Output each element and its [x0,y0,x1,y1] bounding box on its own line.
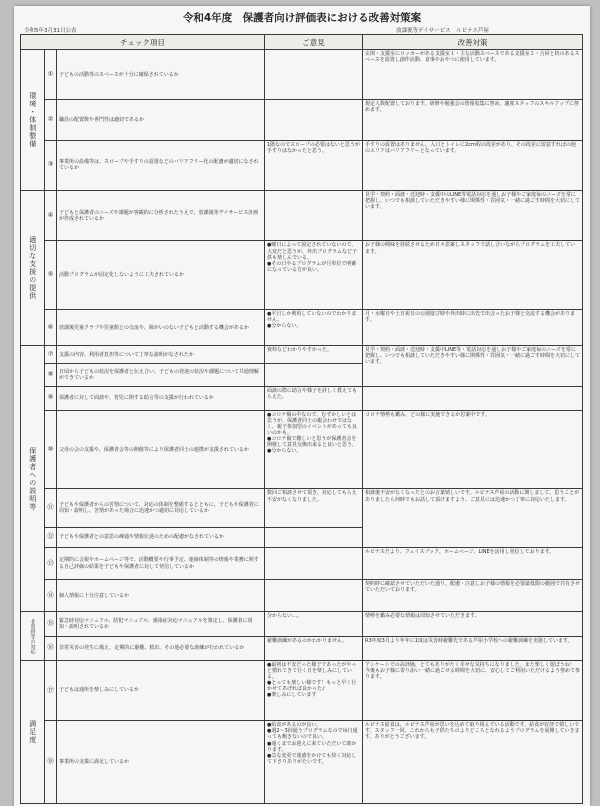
table-row [21,50,583,100]
improvement-cell: R3年度3月より年年に1度は災害時避難先である芦屋小学校への避難訓練を実施しています。 [363,636,583,660]
category-parents: 保護者への説明等 [21,346,45,612]
check-item: 緊急時対応マニュアル、防犯マニュアル、感染症対応マニュアルを策定し、保護者に周知・説明されているか [57,612,265,636]
check-item: 職員の配置数や専門性は適切であるか [57,100,265,140]
table-row [21,191,583,241]
document-title: 令和4年度 保護者向け評価表における改善対策案 [182,12,422,24]
table-row [21,547,583,579]
improvement-cell: お子様の興味を持続させるため日々思案しスタッフで話し合いながらプログラムを工夫しています。 [363,241,583,310]
opinion-cell [265,50,363,100]
opinion-cell [265,580,363,612]
category-emergency: 非常時等の対応 [21,612,45,660]
row-number: ⑫ [45,527,57,547]
row-number: ⑭ [45,580,57,612]
opinion-cell: 数回ご相談させて頂き、対応してもらえ不安がなくなりました。 [265,489,363,527]
opinion-line: ●コロナ禍で難しいと思うが保護者会を開催して意見交換出来ると良いと思う。 [267,436,358,449]
check-item: 個人情報に十分注意しているか [57,580,265,612]
table-row [21,636,583,660]
opinion-cell: 1階なのでスロープの必要はないと思うが手すりはなかったと思う。 [265,140,363,190]
opinion-cell [265,364,363,386]
opinion-line: ●急な変更で迷惑をかけても快く対応して下さりありがたいです。 [267,752,357,765]
row-number: ② [45,100,57,140]
improvement-cell: アンケートでの高評価、とてもありがたく幸せな気持ちになりました。また楽しく遊ぼうね！ 今後もお子様に寄り添い一緒に過ごせる時間を大切に、安心してご利用いただけるよう努めて参ります。 [363,660,583,720]
improvement-cell: 規定人数配置しております。研修や勉強会の情報収集に努め、適度スタッフのスキルアップに努めます。 [363,100,583,140]
row-number: ⑪ [45,489,57,527]
opinion-line: ●週2〜3回通うプログラムなので毎日通っても飽きないので良い。 [267,728,358,741]
opinion-line: ●曜日によって固定されていないので、大変だと思うが、外出プログラムなど子供も楽しんでいる。 [267,242,357,261]
table-row [21,660,583,720]
check-item: 子どもや保護者との意思の疎通や情報伝達のための配慮がなされているか [57,527,265,547]
opinion-line: ●とっても楽しい様です！もっと早く行かせてあげれば良かった♪ [267,680,357,693]
check-item: 事業所の支援に満足しているか [57,721,265,804]
organization-name: 放課後等デイサービス ルピナス芦屋 [396,28,489,34]
opinion-line: ●通くまでお迎えに来ていただいて助かります。 [267,740,357,753]
table-row [21,410,583,489]
table-row [21,310,583,346]
table-row [21,100,583,140]
improvement-cell [363,386,583,410]
check-item: 放課後児童クラブや児童館との交流や、障がいのない子どもと活動する機会があるか [57,310,265,346]
row-number: ⑰ [45,660,57,720]
opinion-line: ●分からない。 [267,323,302,330]
opinion-line: ●平日しか利用していないのでわかりません。 [267,311,357,324]
improvement-cell: 玄関・支援室にロッカーがある支援室１・主な活動スペースである支援室２・合同と机のあるスペースを設置し創作活動、食事やおやつに使用しています。 [363,50,583,100]
check-item: 非常災害の発生に備え、定期的に避難、救出、その他必要な訓練が行われているか [57,636,265,660]
opinion-line: ●最初は不安だった様子であったがやっと慣れてきて行く日を楽しみにしている。 [267,661,357,680]
check-item: 事業所の設備等は、スロープや手すりの設置などのバリアフリー化の配慮が適切になされているか [57,140,265,190]
category-satisfaction: 満足度 [21,660,45,803]
table-header-row [21,35,583,50]
table-row [21,721,583,804]
opinion-line: ●コロナ禍の中なので、むずかしいとは思うが、保護者同士の親会わせではなく、親子参加型のイベントがあっても良いのかも。 [267,411,357,437]
column-header-improvement: 改善対策 [363,35,583,50]
table-row [21,140,583,190]
row-number: ⑨ [45,386,57,410]
row-number: ⑥ [45,310,57,346]
check-item: 子どもの活動等のスペースが十分に確保されているか [57,50,265,100]
row-number: ⑮ [45,612,57,636]
row-number: ⑦ [45,346,57,364]
opinion-cell [265,547,363,579]
publish-date: 令和5年3月31日公表 [24,28,77,34]
row-number: ⑯ [45,636,57,660]
row-number: ③ [45,140,57,190]
category-support: 適切な支援の提供 [21,191,45,346]
row-number: ⑧ [45,364,57,386]
opinion-cell: 面談の際に助言や様子を詳しく教えてもらえた。 [265,386,363,410]
improvement-cell: コロナ情勢も鑑み、どの様に実施できるか思案中です。 [363,410,583,489]
opinion-cell: 避難訓練があるのかわかりません。 [265,636,363,660]
check-item: 定期的に会報やホームページ等で、活動概要や行事予定、連絡体制等の情報や業務に関する自己評価の結果を子どもや保護者に対して発信しているか [57,547,265,579]
opinion-line: ●給食があるのが良い。 [267,722,322,729]
check-item: 活動プログラムが固定化しないように工夫されているか [57,241,265,310]
opinion-cell [265,100,363,140]
table-row [21,346,583,364]
improvement-cell: 契約時に確認させていただいた通り、配慮・注意しお子様の情報を必要最低限の範囲で共有させていただいております。 [363,580,583,612]
improvement-cell: ルピナスだより、フェイスブック、ホームページ、LINEを活用し発信しております。 [363,547,583,579]
column-header-opinion: ご意見 [265,35,363,50]
opinion-cell: 分からない…。 [265,612,363,636]
improvement-cell: 見学・契約・面談・送迎時・支援中のLINE等電話対応を通しお子様やご家庭毎のニーズを常に把握し、いつでも相談していただきやすい様に関係性・雰囲気・一緒に過ごす時間を大切にしています。 [363,191,583,241]
opinion-line: ●楽しみにしています [267,692,317,699]
row-number: ④ [45,191,57,241]
table-row [21,612,583,636]
check-item: 日頃から子どもの状況を保護者と伝え合い、子どもの発達の状況や課題について共通理解ができているか [57,364,265,386]
column-header-item: チェック項目 [21,35,265,50]
opinion-cell [265,310,363,346]
opinion-cell [265,660,363,720]
table-row [21,580,583,612]
opinion-cell [265,527,363,547]
table-row [21,489,583,527]
opinion-cell [265,191,363,241]
row-number: ⑱ [45,721,57,804]
opinion-cell [265,241,363,310]
improvement-cell: 月・水曜日や土日祝日の公園遊び時や外出時に出先で出会ったお子様と交流する機会があります。 [363,310,583,346]
category-environment: 環境・体制整備 [21,50,45,191]
improvement-cell: 手すりの設置はありません。入口とトイレに2cm程の段差があり、その段差に留意すればの他のエリアはバリアフリーとなっています。 [363,140,583,190]
opinion-cell [265,410,363,489]
opinion-line: ●分からない。 [267,448,302,455]
check-item: 父母の会の支援や、保護者会等の開催等により保護者同士の連携が支援されているか [57,410,265,489]
improvement-cell: 相談後不安がなくなったとのお言葉嬉しいです。ルピナス芦屋の活動に関しまして、思うことがありましたら何時でもお話して頂けますよう、ご意見には迅速かつ丁寧に対応いたします。 [363,489,583,547]
check-item: 子どもと保護者のニーズや課題が客観的に分析されたうえで、放課後等デイサービス計画が作成されているか [57,191,265,241]
row-number: ⑩ [45,410,57,489]
check-item: 子どもは通所を楽しみにしているか [57,660,265,720]
opinion-cell: 資料などわかりやすかった。 [265,346,363,364]
improvement-cell: ルピナス給食は、ルピナス芦屋が思いを込めて取り組んでいる活動です。給食が好評で嬉しいです。スタッフ一同、これからも子供たちのよりどころとなれるようプログラムを展開していきます。ありがとうございます。 [363,721,583,804]
opinion-cell [265,721,363,804]
opinion-line: ●その日やるプログラムが月単位で明確になっている方が良い。 [267,260,357,273]
check-item: 支援の内容、利用者負担等について丁寧な説明がなされたか [57,346,265,364]
table-row [21,386,583,410]
check-item: 保護者に対して面談や、育児に関する助言等の支援が行われているか [57,386,265,410]
row-number: ① [45,50,57,100]
improvement-cell: 見学・契約・面談・送迎時・支援中LINE等・電話対応を通しお子様やご家庭毎のニーズを常に把握し、いつでも相談していただきやすい様に関係性・雰囲気・一緒に過ごす時間を大切にしています。 [363,346,583,386]
row-number: ⑬ [45,547,57,579]
document-sheet [14,6,590,806]
evaluation-table [20,34,583,804]
table-row [21,241,583,310]
check-item: 子どもや保護者からの苦情について、対応の体制を整備するとともに、子どもや保護者に周知・説明し、苦情があった場合に迅速かつ適切に対応しているか [57,489,265,527]
improvement-cell: 情勢を鑑み必要な情報は周知させていただきます。 [363,612,583,636]
row-number: ⑤ [45,241,57,310]
